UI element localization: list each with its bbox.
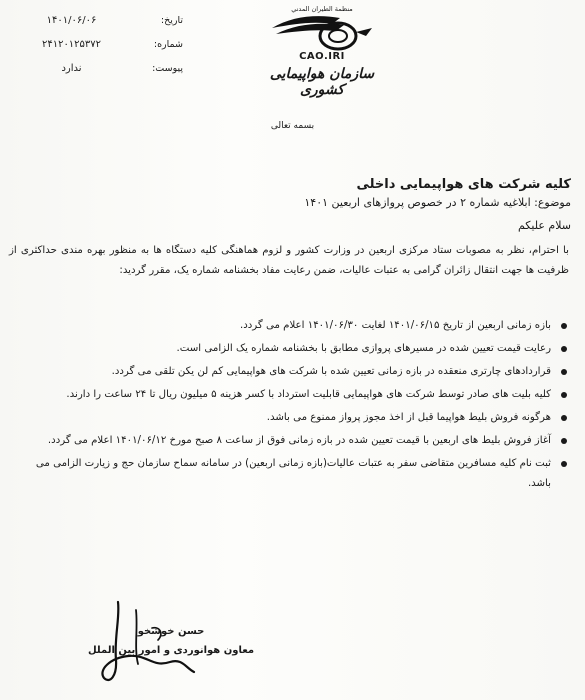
list-item-text: رعایت قیمت تعیین شده در مسیرهای پروازی مطابق با بخشنامه شماره یک الزامی است. [176,343,551,354]
signature-block [88,626,254,656]
list-item-text: ثبت نام کلیه مسافرین متقاضی سفر به عتبات عالیات(بازه زمانی اربعین) در سامانه سماح سازمان حج و زیارت الزامی می باشد. [35,458,551,489]
attachment-label: پیوست: [152,62,183,74]
list-item [24,385,569,405]
list-item-text: کلیه بلیت های صادر توسط شرکت های هواپیمایی قابلیت استرداد با کسر هزینه ۵ میلیون ریال تا ۲۴ ساعت را دارند. [66,389,551,400]
number-label: شماره: [153,38,183,50]
attachment-value: ندارد [61,62,82,74]
greeting: سلام علیکم [517,219,571,232]
signatory-name: حسن خوشخو [137,626,205,637]
date-label: تاریخ: [160,14,183,26]
meta-attachment-row [8,56,183,80]
directive-list [24,316,569,497]
list-item [24,454,569,494]
date-value: ۱۴۰۱/۰۶/۰۶ [46,14,97,26]
logo-arabic-text: منظمة الطيران المدني [291,5,353,13]
bullet-icon [561,461,567,467]
list-item [24,339,569,359]
bullet-icon [561,438,567,444]
letter-meta [8,8,183,80]
list-item [24,408,569,428]
meta-date-row [8,8,183,32]
list-item-text: آغاز فروش بلیط های اربعین با قیمت تعیین شده در بازه زمانی فوق از ساعت ۸ صبح مورخ ۱۴۰۱/۰۶/۱۲ اعلام می گردد. [47,435,551,446]
number-value: ۲۴۱۲۰۱۲۵۳۷۲ [41,38,102,50]
cao-emblem-icon [262,6,382,56]
list-item [24,431,569,451]
organization-name: سازمان هواپیمایی کشوری [269,66,375,98]
meta-number-row [8,32,183,56]
list-item [24,316,569,336]
logo-abbr: CAO.IRI [299,51,345,62]
list-item [24,362,569,382]
intro-paragraph: با احترام، نظر به مصوبات ستاد مرکزی اربعین در وزارت کشور و لزوم هماهنگی کلیه دستگاه ها به منظور بهره مندی حداکثری از ظرفیت ها جهت انتقال زائران گرامی به عتبات عالیات، ضمن رعایت مفاد بخشنامه شماره یک، مقرر گردید: [9,245,569,276]
list-item-text: هرگونه فروش بلیط هواپیما قبل از اخذ مجوز پرواز ممنوع می باشد. [266,412,551,423]
list-item-text: بازه زمانی اربعین از تاریخ ۱۴۰۱/۰۶/۱۵ لغایت ۱۴۰۱/۰۶/۳۰ اعلام می گردد. [239,320,551,331]
cao-logo [262,4,382,98]
bullet-icon [561,346,567,352]
bullet-icon [561,392,567,398]
bismillah: بسمه تعالی [270,121,315,131]
signatory-title: معاون هوانوردی و امور بین الملل [88,645,255,656]
recipient: کلیه شرکت های هواپیمایی داخلی [356,177,571,192]
list-item-text: قراردادهای چارتری منعقده در بازه زمانی تعیین شده با شرکت های هواپیمایی کم لن یکن تلقی می گردد. [111,366,551,377]
bullet-icon [561,415,567,421]
bullet-icon [561,323,567,329]
subject-line: موضوع: ابلاغیه شماره ۲ در خصوص پروازهای اربعین ۱۴۰۱ [304,196,571,209]
bullet-icon [561,369,567,375]
